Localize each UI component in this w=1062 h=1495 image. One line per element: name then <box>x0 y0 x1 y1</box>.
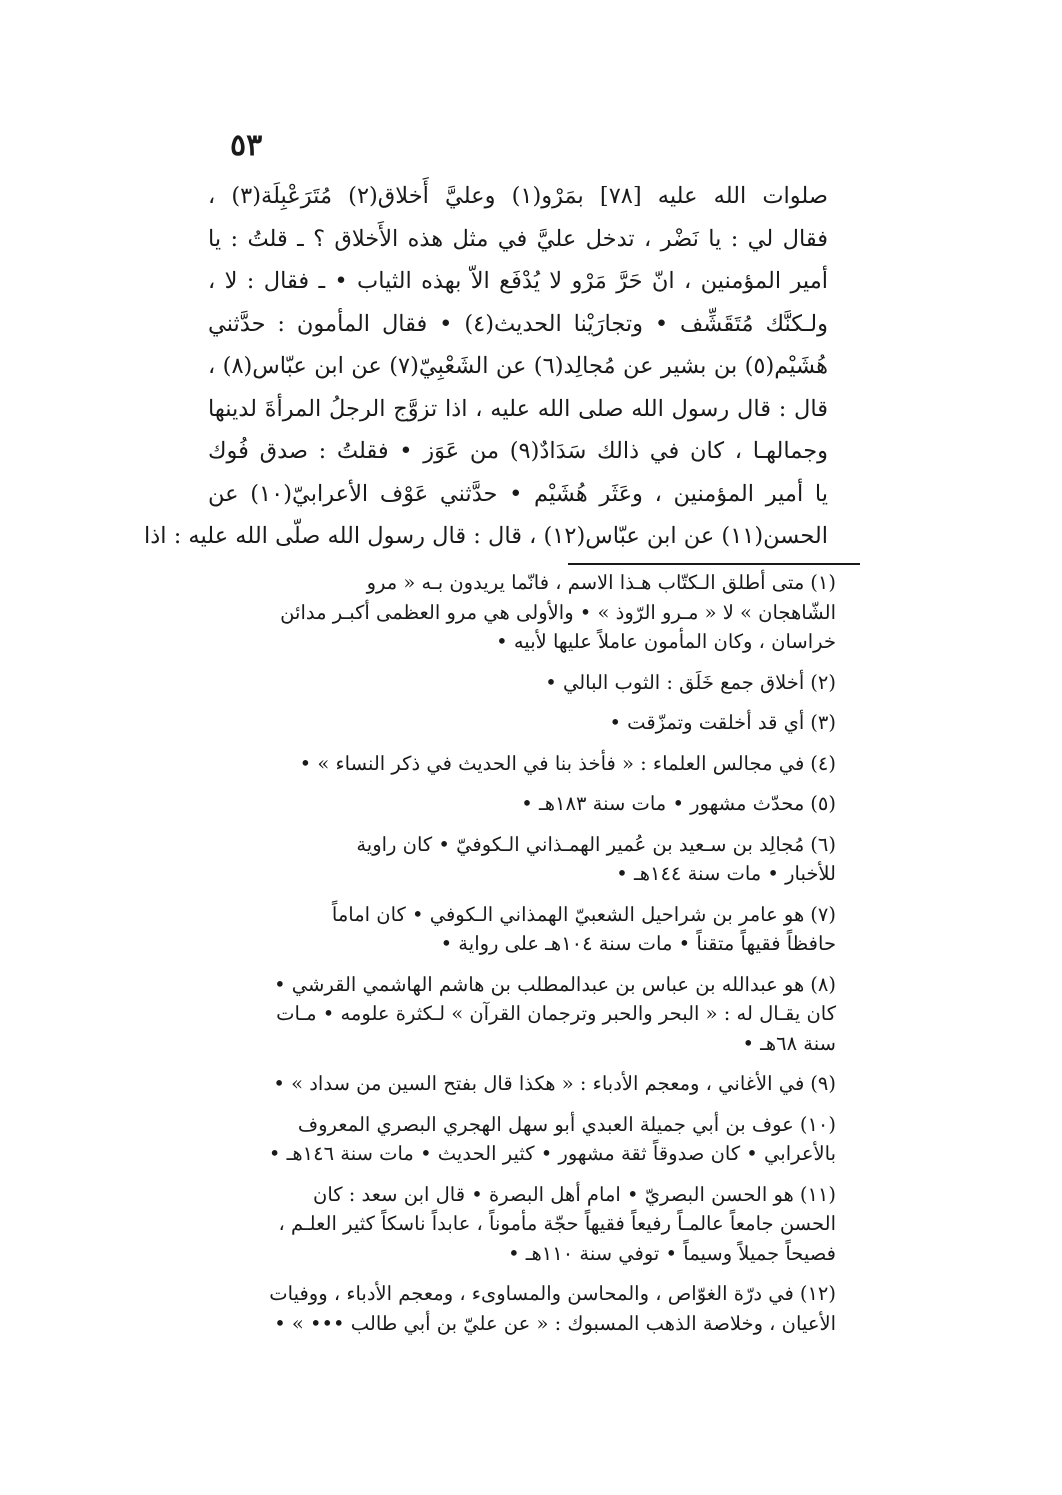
footnote-1 <box>210 568 858 657</box>
footnote-6 <box>210 830 858 889</box>
footnote-number: (١٢) <box>799 1282 836 1305</box>
main-text-line: أمير المؤمنين ، انّ حَرَّ مَرْو لا يُدْفَع الاّ بهذه الثياب • ـ فقال : لا ، <box>208 268 828 294</box>
footnote-number: (٧) <box>810 902 836 926</box>
footnote-line: كان يقـال له : « البحر والحبر وترجمان القرآن » لـكثرة علومه • مـات <box>276 1002 836 1025</box>
footnote-number: (١) <box>810 571 836 594</box>
footnote-line: حافظاً فقيهاً متقناً • مات سنة ١٠٤هـ على رواية • <box>440 932 836 955</box>
footnote-text: أي قد أخلقت وتمزّقت • <box>609 711 805 734</box>
footnote-number: (٨) <box>810 972 836 996</box>
footnote-line: للأخبار • مات سنة ١٤٤هـ • <box>616 862 836 885</box>
footnote-number: (٦) <box>810 832 836 856</box>
footnote-number: (٥) <box>810 792 836 815</box>
footnote-3 <box>210 708 858 738</box>
main-text-line: يا أمير المؤمنين ، وعَثَر هُشَيْم • حدَّثني عَوْف الأعرابيّ(١٠) عن <box>208 480 828 507</box>
footnote-text: مُجالِد بن سـعيد بن عُمير الهمـذاني الـكوفيّ • كان راوية <box>356 832 805 856</box>
footnote-text: في درّة الغوّاص ، والمحاسن والمساوىء ، ومعجم الأدباء ، ووفيات <box>269 1282 794 1305</box>
footnote-line: سنة ٦٨هـ • <box>742 1031 836 1055</box>
footnote-line: بالأعرابي • كان صدوقاً ثقة مشهور • كثير الحديث • مات سنة ١٤٦هـ • <box>268 1142 836 1165</box>
footnote-text: متى أطلق الـكتّاب هـذا الاسم ، فانّما يريدون بـه « مرو <box>366 571 805 594</box>
footnote-text: عوف بن أبي جميلة العبدي أبو سهل الهجري البصري المعروف <box>297 1112 794 1136</box>
footnote-line <box>210 1279 858 1309</box>
main-text-line: هُشَيْم(٥) بن بشير عن مُجالِد(٦) عن الشَعْبِيّ(٧) عن ابن عبّاس(٨) ، <box>208 353 828 379</box>
footnote-number: (٤) <box>810 751 836 775</box>
main-text-line: ولـكنَّك مُتَقَشِّف • وتجارَيْنا الحديث(٤) • فقال المأمون : حدَّثني <box>208 310 828 337</box>
footnote-line <box>210 970 858 1000</box>
footnote-line: الحسن جامعاً عالمـاً رفيعاً فقيهاً حجّة مأموناً ، عابداً ناسكاً كثير العلـم ، <box>278 1212 836 1235</box>
footnote-line: الشّاهجان » لا « مـرو الرّوذ » • والأولى هي مرو العظمى أكبـر مدائن <box>280 600 836 624</box>
footnote-line <box>210 1069 858 1099</box>
footnote-line <box>210 830 858 860</box>
page-number: ٥٣ <box>230 128 263 163</box>
footnote-9 <box>210 1069 858 1099</box>
footnote-7 <box>210 900 858 959</box>
footnote-separator <box>568 563 860 565</box>
footnote-10 <box>210 1110 858 1169</box>
main-text-line: فقال لي : يا نَضْر ، تدخل عليَّ في مثل هذه الأَخلاق ؟ ـ قلتُ : يا <box>208 225 828 252</box>
footnote-text: في مجالس العلماء : « فأخذ بنا في الحديث في ذكر النساء » • <box>299 751 805 775</box>
footnote-4 <box>210 749 858 779</box>
footnote-text: هو الحسن البصريّ • امام أهل البصرة • قال ابن سعد : كان <box>313 1182 794 1206</box>
footnote-8 <box>210 970 858 1059</box>
footnote-line <box>210 749 858 779</box>
footnote-text: هو عبدالله بن عباس بن عبدالمطلب بن هاشم الهاشمي القرشي • <box>274 972 805 996</box>
footnote-text: محدّث مشهور • مات سنة ١٨٣هـ • <box>521 792 805 815</box>
footnote-line <box>210 568 858 598</box>
footnote-line <box>210 708 858 738</box>
footnote-5 <box>210 789 858 819</box>
footnotes-section <box>210 568 858 1349</box>
footnote-number: (٢) <box>810 670 836 694</box>
footnote-line: الأعيان ، وخلاصة الذهب المسبوك : « عن عليّ بن أبي طالب ••• » • <box>274 1311 836 1335</box>
footnote-line <box>210 1180 858 1210</box>
footnote-text: في الأغاني ، ومعجم الأدباء : « هكذا قال بفتح السين من سداد » • <box>273 1072 805 1095</box>
main-text-line: الحسن(١١) عن ابن عبّاس(١٢) ، قال : قال رسول الله صلّى الله عليه : اذا <box>144 523 828 549</box>
footnote-text: أخلاق جمع خَلَق : الثوب البالي • <box>545 670 805 694</box>
footnote-line <box>210 1110 858 1140</box>
footnote-2 <box>210 668 858 698</box>
footnote-12 <box>210 1279 858 1338</box>
main-text-body <box>144 175 829 558</box>
footnote-line <box>210 900 858 930</box>
footnote-text: هو عامر بن شراحيل الشعبيّ الهمذاني الـكوفي • كان اماماً <box>331 902 805 926</box>
footnote-line: فصيحاً جميلاً وسيماً • توفي سنة ١١٠هـ • <box>508 1241 836 1265</box>
footnote-line <box>210 789 858 819</box>
footnote-11 <box>210 1180 858 1269</box>
main-text-line: قال : قال رسول الله صلى الله عليه ، اذا تزوَّج الرجلُ المرأةَ لدينها <box>208 395 828 422</box>
footnote-number: (١٠) <box>799 1112 836 1136</box>
main-text-line: صلوات الله عليه [٧٨] بمَرْو(١) وعليَّ أَخلاق(٢) مُتَرَعْبِلَة(٣) ، <box>208 183 828 209</box>
footnote-number: (٩) <box>810 1072 836 1095</box>
main-text-line: وجمالهـا ، كان في ذالك سَدَادٌ(٩) من عَوَز • فقلتُ : صدق فُوك <box>208 438 829 464</box>
footnote-number: (١١) <box>799 1182 836 1206</box>
footnote-number: (٣) <box>810 711 836 734</box>
footnote-line: خراسان ، وكان المأمون عاملاً عليها لأبيه • <box>496 630 836 653</box>
footnote-line <box>210 668 858 698</box>
